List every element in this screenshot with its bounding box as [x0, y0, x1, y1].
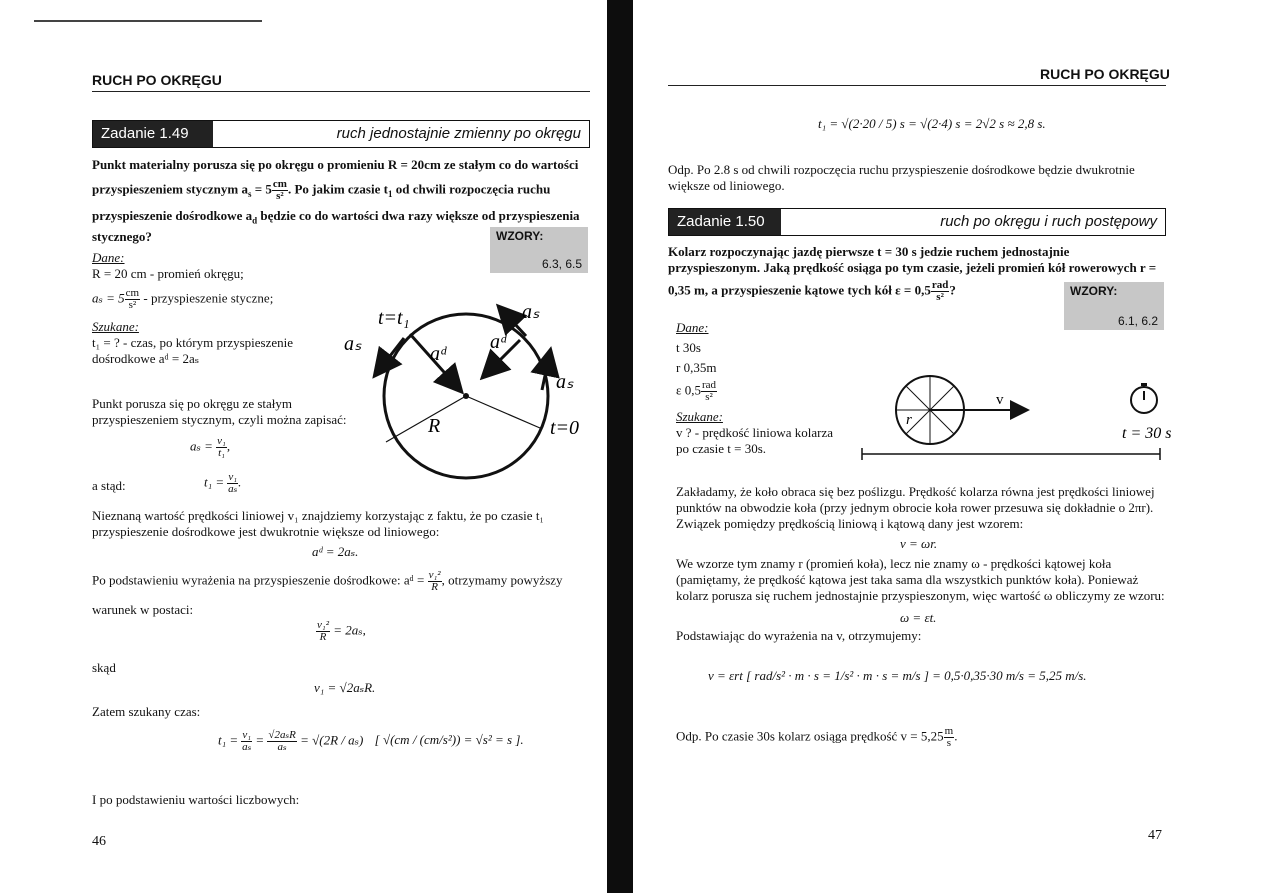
- equation-omega: ω = εt.: [900, 610, 937, 625]
- label-t-t1: t=t₁: [378, 307, 410, 329]
- denominator: aₛ: [277, 741, 287, 753]
- warunek-text: warunek w postaci:: [92, 602, 194, 617]
- dane-block: [676, 320, 876, 457]
- left-header-rule: [92, 91, 590, 92]
- circle-diagram: [330, 296, 592, 502]
- text-line: większe od liniowego.: [668, 178, 785, 193]
- denominator: s²: [705, 391, 713, 403]
- task-bar-1-50: [668, 208, 1166, 236]
- denominator: R: [319, 631, 327, 643]
- answer-1-50: Odp. Po czasie 30s kolarz osiąga prędkość v = 5,25 $\frac{m}{s}$ .: [676, 725, 958, 749]
- text-line: Zakładamy, że koło obraca się bez poślizgu. Prędkość kolarza równa jest prędkości liniowej: [676, 484, 1155, 499]
- eq-lhs: aₛ =: [190, 438, 213, 454]
- book-gutter: [607, 0, 633, 893]
- text-run: przyspieszenie dośrodkowe a: [92, 208, 253, 224]
- text-run: = 5: [254, 181, 272, 197]
- denominator: aₛ: [242, 741, 252, 753]
- text-run: ε 0,5: [676, 382, 701, 398]
- eq-rhs: = 2aₛ,: [333, 622, 366, 638]
- problem-line: stycznego?: [92, 228, 152, 244]
- fraction: [267, 730, 296, 753]
- numerator: √2aₛR: [268, 729, 296, 741]
- denominator: s²: [128, 299, 137, 311]
- left-page-number: 46: [92, 834, 106, 849]
- fraction: [701, 380, 717, 403]
- problem-line: Kolarz rozpoczynając jazdę pierwsze t = 30 s jedzie ruchem jednostajnie: [668, 244, 1070, 259]
- dane-block: [92, 250, 362, 367]
- radius-line: [386, 396, 466, 442]
- text-line: (pamiętamy, że prędkość kątowa jest taka sama dla wszystkich punktów koła). Ponieważ: [676, 572, 1139, 587]
- fraction: [931, 280, 950, 303]
- fraction: [241, 730, 252, 753]
- numerator: v₁²: [317, 619, 330, 631]
- szukane-line: v ? - prędkość liniowa kolarza: [676, 425, 834, 440]
- denominator: s²: [276, 190, 284, 202]
- equation-v1: v₁ = √2aₛR.: [314, 680, 376, 695]
- text-line: Związek pomiędzy prędkością liniową i kątową dany jest wzorem:: [676, 516, 1024, 531]
- a-stad-label: a stąd:: [92, 478, 126, 493]
- szukane-line: dośrodkowe aᵈ = 2aₛ: [92, 351, 200, 366]
- paragraph: [92, 570, 590, 593]
- label-R: R: [428, 415, 441, 437]
- wzory-box: [490, 227, 588, 273]
- dane-line: t 30s: [676, 340, 701, 355]
- fraction: [227, 472, 238, 495]
- paragraph: [92, 508, 590, 540]
- right-page-number: 47: [1148, 828, 1162, 843]
- dane-label: Dane:: [676, 320, 709, 335]
- label-ad-right: aᵈ: [490, 331, 507, 353]
- wzory-refs: 6.1, 6.2: [1117, 314, 1158, 328]
- szukane-line: po czasie t = 30s.: [676, 441, 767, 456]
- paragraph: [676, 484, 1166, 532]
- equation-v: v = ωr.: [900, 536, 938, 551]
- text-run: od chwili rozpoczęcia ruchu: [392, 181, 551, 197]
- text-run: przyspieszeniem stycznym a: [92, 181, 248, 197]
- task-topic: ruch po okręgu i ruch postępowy: [940, 213, 1157, 230]
- dane-line: R = 20 cm - promień okręgu;: [92, 266, 244, 281]
- wzory-box: [1064, 282, 1164, 330]
- fraction: [125, 288, 140, 311]
- equation-top: t₁ = √(2·20 / 5) s = √(2·4) s = 2√2 s ≈ 2,8 s.: [818, 116, 1046, 131]
- text-line: We wzorze tym znamy r (promień koła), lecz nie znamy ω - prędkości kątowej koła: [676, 556, 1112, 571]
- label-as-left: aₛ: [344, 333, 362, 355]
- numerator: v₁: [228, 471, 238, 483]
- fraction: [428, 570, 442, 593]
- text-run: aₛ = 5: [92, 290, 125, 306]
- zatem-text: Zatem szukany czas:: [92, 704, 201, 719]
- text-run: ?: [949, 282, 956, 298]
- stopwatch-button: [1141, 383, 1147, 386]
- text-line: przyspieszenie dośrodkowe jest dwukrotnie większe od liniowego:: [92, 524, 440, 539]
- wzory-refs: 6.3, 6.5: [541, 257, 582, 271]
- dane-line: r 0,35m: [676, 360, 717, 375]
- eq-lhs: t₁ =: [218, 732, 239, 748]
- denominator: t₁: [218, 447, 225, 459]
- text-line: Punkt porusza się po okręgu ze stałym: [92, 396, 293, 411]
- equation-t1: t₁ = $\frac{\text{v₁}}{\text{aₛ}}$ .: [204, 471, 242, 495]
- eq-units: [ √(cm / (cm/s²)) = √s² = s ].: [374, 732, 524, 748]
- left-page-header: RUCH PO OKRĘGU: [92, 72, 222, 88]
- problem-line: przyspieszenie dośrodkowe $a_d$ będzie co do wartości dwa razy większe od przyspieszenia: [92, 208, 580, 226]
- text-run: 0,35 m, a przyspieszenie kątowe tych kół ε = 0,5: [668, 282, 931, 298]
- fraction: [316, 620, 330, 643]
- label-as-right: aₛ: [556, 371, 574, 393]
- text-run: Po podstawieniu wyrażenia na przyspieszenie dośrodkowe: aᵈ =: [92, 572, 425, 588]
- paragraph: [92, 396, 362, 428]
- denominator: s²: [936, 291, 944, 303]
- szukane-line: t₁ = ? - czas, po którym przyspieszenie: [92, 335, 294, 350]
- equation-final: t₁ = $\frac{\text{v₁}}{\text{aₛ}}$ = $\frac{\text{√2aₛR}}{\text{aₛ}}$ = √(2R / aₛ) [ √(cm / (cm/s²)) = √s² = s ].: [218, 729, 524, 753]
- fraction: [272, 179, 288, 202]
- label-t: t = 30 s: [1122, 425, 1172, 442]
- task-topic: ruch jednostajnie zmienny po okręgu: [336, 125, 581, 142]
- problem-line: przyspieszonym. Jaką prędkość osiąga po tym czasie, jeżeli promień kół rowerowych r =: [668, 260, 1157, 275]
- fraction: [216, 436, 227, 459]
- answer-1-49: [668, 162, 1166, 194]
- szukane-label: Szukane:: [92, 319, 139, 334]
- text-line: Odp. Po 2.8 s od chwili rozpoczęcia ruchu przyspieszenie dośrodkowe będzie dwukrotnie: [668, 162, 1135, 177]
- numerator: rad: [701, 379, 717, 391]
- right-page-header: RUCH PO OKRĘGU: [1040, 66, 1170, 82]
- numerator: cm: [272, 178, 287, 190]
- problem-line: Punkt materialny porusza się po okręgu o promieniu R = 20cm ze stałym co do wartości: [92, 157, 579, 172]
- equation-warunek: [316, 620, 366, 643]
- podst-text: Podstawiając do wyrażenia na v, otrzymujemy:: [676, 628, 922, 643]
- ipo-text: I po podstawieniu wartości liczbowych:: [92, 792, 300, 807]
- dane-line: [676, 380, 876, 403]
- numerator: rad: [931, 279, 949, 291]
- problem-line: przyspieszeniem stycznym $a_s = 5$ $\frac{cm}{\text{s²}}$ . Po jakim czasie $t_1$ od chwili rozpoczęcia ruchu: [92, 178, 551, 202]
- denominator: R: [431, 581, 438, 593]
- paragraph: [676, 556, 1166, 604]
- dane-line: [92, 288, 362, 311]
- text-line: kolarz porusza się ruchem jednostajnie przyspieszonym, więc wartość ω obliczymy ze wzoru:: [676, 588, 1165, 603]
- numerator: cm: [125, 287, 140, 299]
- task-bar-1-49: [92, 120, 590, 148]
- wheel-diagram: [860, 366, 1172, 466]
- denominator: s: [946, 737, 952, 749]
- label-v: v: [996, 392, 1004, 408]
- label-as-top: aₛ: [522, 301, 540, 323]
- wzory-label: WZORY:: [1070, 284, 1118, 298]
- denominator: aₛ: [228, 483, 238, 495]
- numerator: v₁: [242, 729, 252, 741]
- equation-ad: aᵈ = 2aₛ.: [312, 544, 359, 559]
- fraction: [944, 726, 955, 749]
- right-header-rule: [668, 85, 1166, 86]
- equation-result: v = εrt [ rad/s² · m · s = 1/s² · m · s = m/s ] = 0,5·0,35·30 m/s = 5,25 m/s.: [708, 668, 1087, 683]
- text-run: . Po jakim czasie t: [287, 181, 388, 197]
- text-line: Nieznaną wartość prędkości liniowej v₁ znajdziemy korzystając z faktu, że po czasie t₁: [92, 508, 544, 523]
- task-label: Zadanie 1.50: [669, 209, 781, 235]
- text-run: Odp. Po czasie 30s kolarz osiąga prędkość v = 5,25: [676, 728, 944, 744]
- skad-text: skąd: [92, 660, 116, 675]
- text-run: będzie co do wartości dwa razy większe od przyspieszenia: [257, 208, 580, 224]
- numerator: m: [944, 725, 954, 737]
- label-r: r: [906, 412, 912, 428]
- text-line: przyspieszeniem stycznym, czyli można zapisać:: [92, 412, 347, 427]
- scan-mark: [34, 20, 262, 22]
- szukane-label: Szukane:: [676, 409, 723, 424]
- eq-lhs: t₁ =: [204, 474, 225, 490]
- numerator: v₁: [217, 435, 226, 447]
- label-t0: t=0: [550, 417, 580, 439]
- text-line: punktów na obwodzie koła (przy jednym obrocie koła rower przesuwa się dokładnie o 2πr).: [676, 500, 1154, 515]
- label-ad-left: aᵈ: [430, 343, 447, 365]
- numerator: v₁²: [428, 569, 441, 581]
- eq-rhs: √(2R / aₛ): [312, 732, 364, 748]
- equation-as: aₛ = $\frac{\text{v₁}}{\text{t₁}}$ ,: [190, 435, 231, 459]
- start-radius-line: [466, 396, 540, 428]
- text-run: , otrzymamy powyższy: [441, 572, 563, 588]
- wzory-label: WZORY:: [496, 229, 544, 243]
- text-run: - przyspieszenie styczne;: [140, 290, 274, 306]
- task-label: Zadanie 1.49: [93, 121, 213, 147]
- dane-label: Dane:: [92, 250, 125, 265]
